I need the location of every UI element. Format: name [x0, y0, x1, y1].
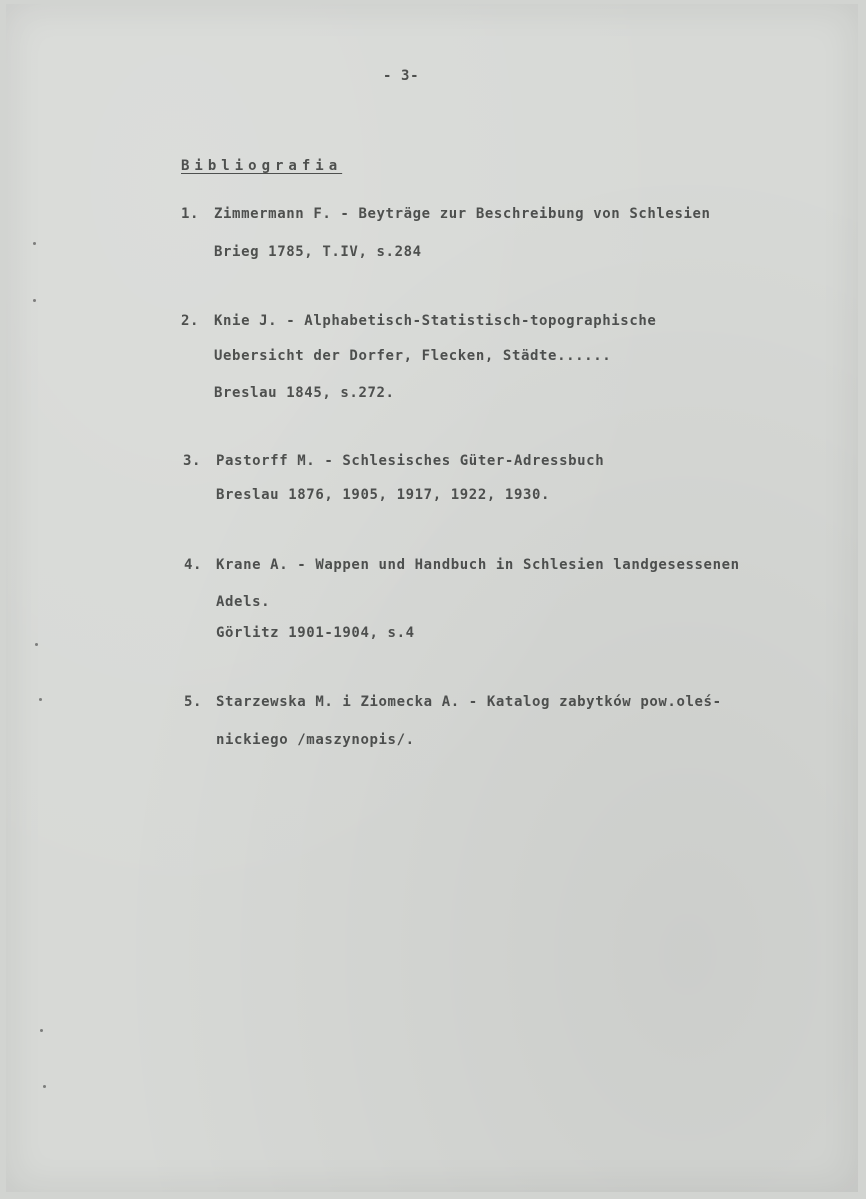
- margin-speck: [43, 1085, 46, 1088]
- entry-line: Pastorff M. - Schlesisches Güter-Adressbuch: [216, 453, 605, 469]
- entry-number: 3.: [183, 453, 202, 469]
- entry-number: 4.: [184, 557, 203, 573]
- entry-number: 2.: [181, 313, 200, 329]
- margin-speck: [33, 299, 36, 302]
- entry-line: Görlitz 1901-1904, s.4: [216, 625, 415, 641]
- margin-speck: [33, 242, 36, 245]
- entry-number: 1.: [181, 206, 200, 222]
- entry-line: Breslau 1876, 1905, 1917, 1922, 1930.: [216, 487, 551, 503]
- entry-line: Starzewska M. i Ziomecka A. - Katalog zabytków pow.oleś-: [216, 694, 722, 710]
- entry-line: Brieg 1785, T.IV, s.284: [214, 244, 422, 260]
- page-number: - 3-: [383, 68, 420, 84]
- paper-sheet: [6, 4, 858, 1192]
- entry-line: Uebersicht der Dorfer, Flecken, Städte......: [214, 348, 612, 364]
- entry-number: 5.: [184, 694, 203, 710]
- entry-line: nickiego /maszynopis/.: [216, 732, 415, 748]
- margin-speck: [39, 698, 42, 701]
- margin-speck: [40, 1029, 43, 1032]
- entry-line: Zimmermann F. - Beyträge zur Beschreibung von Schlesien: [214, 206, 711, 222]
- margin-speck: [35, 643, 38, 646]
- entry-line: Adels.: [216, 594, 271, 610]
- entry-line: Breslau 1845, s.272.: [214, 385, 395, 401]
- entry-line: Krane A. - Wappen und Handbuch in Schlesien landgesessenen: [216, 557, 740, 573]
- entry-line: Knie J. - Alphabetisch-Statistisch-topographische: [214, 313, 657, 329]
- bibliography-heading: Bibliografia: [181, 158, 343, 174]
